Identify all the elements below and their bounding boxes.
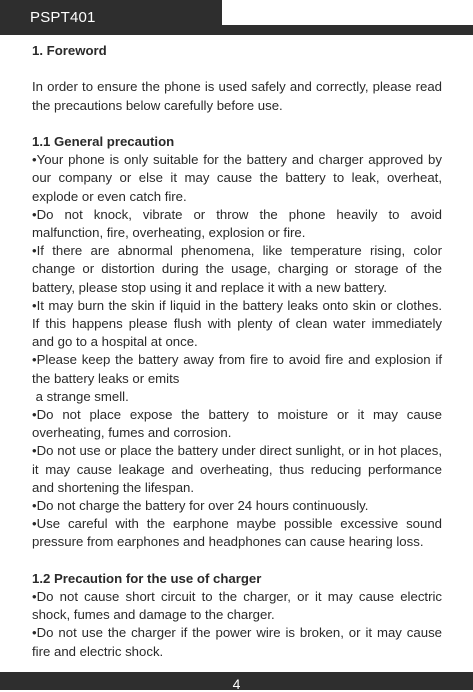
charger-item: •Do not cause short circuit to the charger, or it may cause electric shock, fumes and damage to the charger. — [32, 589, 442, 623]
section-heading-general-precaution: 1.1 General precaution — [32, 133, 175, 149]
precaution-item: •Do not use or place the battery under direct sunlight, or in hot places, it may cause leakage and overheating, thus reducing performance and shortening the lifespan. — [32, 443, 442, 495]
header-rule — [220, 25, 473, 35]
precaution-item: •If there are abnormal phenomena, like temperature rising, color change or distortion during the usage, charging or storage of the battery, please stop using it and replace it with a new battery. — [32, 243, 442, 295]
page-number: 4 — [232, 676, 241, 692]
section-heading-foreword: 1. Foreword — [32, 43, 107, 58]
spacer — [32, 552, 442, 570]
charger-item: •Do not use the charger if the power wire is broken, or it may cause fire and electric shock. — [32, 625, 442, 659]
intro-paragraph: In order to ensure the phone is used safely and correctly, please read the precautions below carefully before use. — [32, 79, 442, 113]
precaution-item: •Please keep the battery away from fire to avoid fire and explosion if the battery leaks or emits — [32, 352, 442, 386]
spacer — [32, 60, 442, 78]
spacer — [32, 115, 442, 133]
header-title: PSPT401 — [30, 9, 96, 26]
precaution-item: •It may burn the skin if liquid in the battery leaks onto skin or clothes. If this happens please flush with plenty of clean water immediately and go to a hospital at once. — [32, 297, 442, 350]
precaution-item: •Your phone is only suitable for the battery and charger approved by our company or else it may cause the battery to leak, overheat, explode or even catch fire. — [32, 152, 442, 204]
page-header — [0, 0, 473, 35]
precaution-item: •Do not charge the battery for over 24 hours continuously. — [32, 498, 369, 514]
precaution-item-continued: a strange smell. — [32, 388, 129, 404]
precaution-item: •Do not knock, vibrate or throw the phone heavily to avoid malfunction, fire, overheating, explosion or fire. — [32, 206, 442, 240]
section-heading-charger-precaution: 1.2 Precaution for the use of charger — [32, 570, 262, 586]
precaution-item: •Use careful with the earphone maybe possible excessive sound pressure from earphones and headphones can cause hearing loss. — [32, 516, 442, 550]
document-body — [32, 42, 442, 661]
precaution-item: •Do not place expose the battery to moisture or it may cause overheating, fumes and corrosion. — [32, 407, 442, 441]
